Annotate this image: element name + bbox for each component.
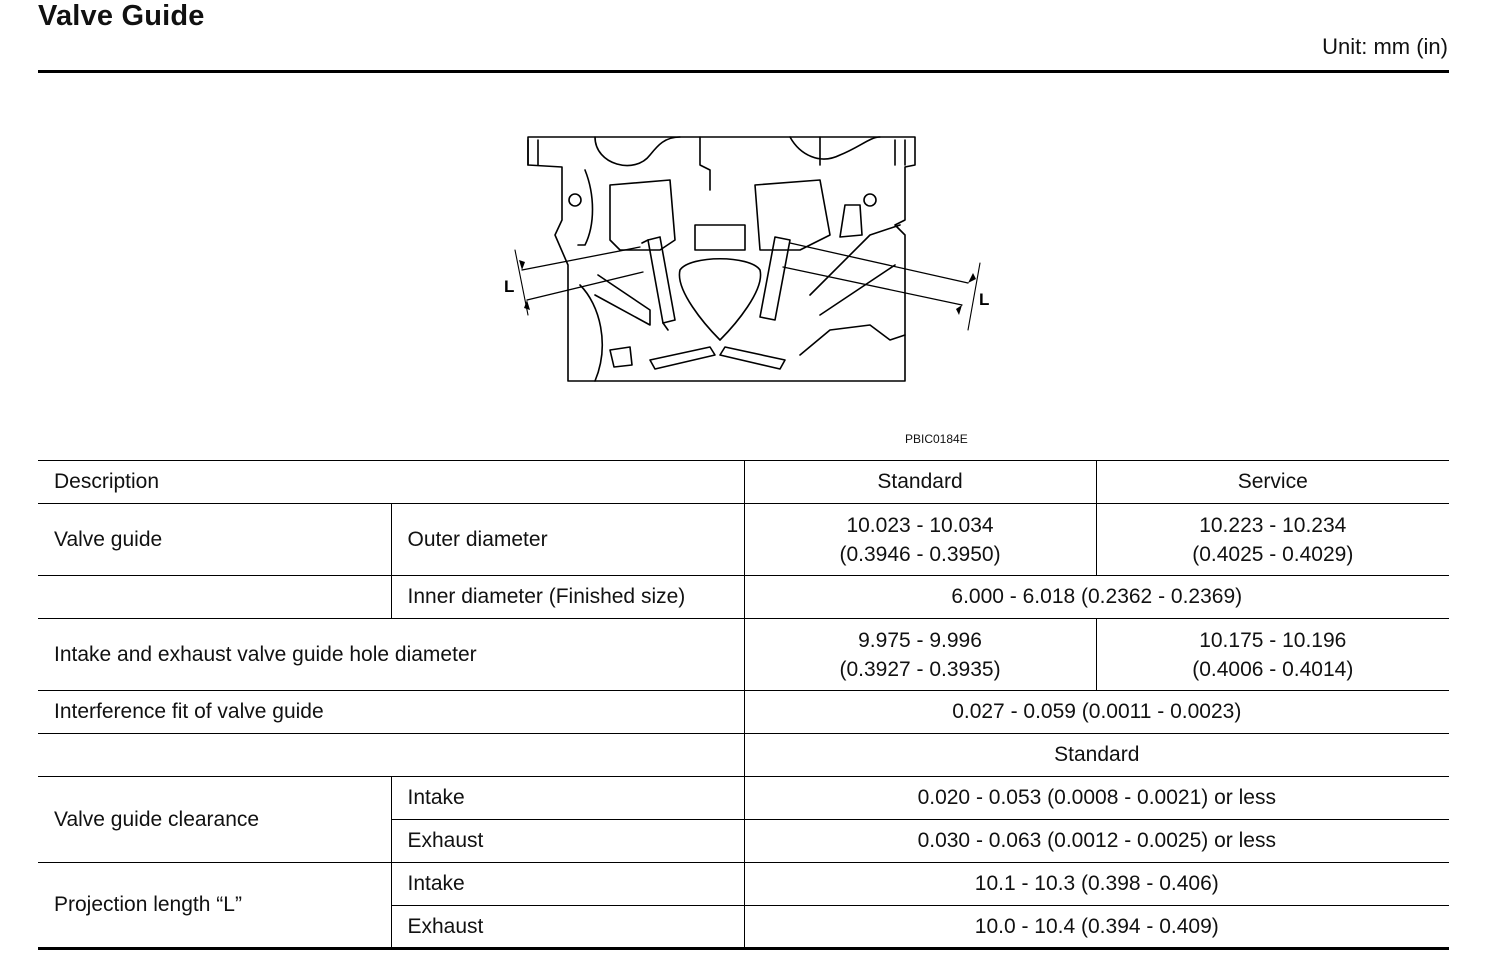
subheader-standard: Standard	[744, 734, 1449, 777]
table-subheader-row	[38, 734, 1449, 777]
cell-value: 6.000 - 6.018 (0.2362 - 0.2369)	[744, 576, 1449, 619]
row-sublabel-exhaust: Exhaust	[391, 906, 744, 949]
row-sublabel: Inner diameter (Finished size)	[391, 576, 744, 619]
cell-standard: 9.975 - 9.996 (0.3927 - 0.3935)	[744, 619, 1096, 691]
page-title: Valve Guide	[38, 0, 205, 32]
unit-label: Unit: mm (in)	[1322, 34, 1448, 59]
row-label: Interference fit of valve guide	[38, 691, 744, 734]
table-row	[38, 504, 1449, 576]
cell-value-intake: 0.020 - 0.053 (0.0008 - 0.0021) or less	[744, 777, 1449, 820]
row-label: Valve guide	[38, 504, 391, 576]
cell-value: 0.027 - 0.059 (0.0011 - 0.0023)	[744, 691, 1449, 734]
table-row	[38, 576, 1449, 619]
figure-code: PBIC0184E	[905, 432, 968, 446]
cell-value-exhaust: 0.030 - 0.063 (0.0012 - 0.0025) or less	[744, 820, 1449, 863]
row-label: Valve guide clearance	[38, 777, 391, 863]
row-label-empty	[38, 576, 391, 619]
figure-label-right: L	[979, 290, 990, 309]
row-label: Intake and exhaust valve guide hole diameter	[38, 619, 744, 691]
cell-value-exhaust: 10.0 - 10.4 (0.394 - 0.409)	[744, 906, 1449, 949]
cell-standard: 10.023 - 10.034 (0.3946 - 0.3950)	[744, 504, 1096, 576]
row-sublabel-intake: Intake	[391, 777, 744, 820]
table-row	[38, 777, 1449, 820]
subheader-empty	[38, 734, 744, 777]
row-sublabel: Outer diameter	[391, 504, 744, 576]
table-row	[38, 863, 1449, 906]
cell-value-intake: 10.1 - 10.3 (0.398 - 0.406)	[744, 863, 1449, 906]
header-standard: Standard	[744, 461, 1096, 504]
table-row	[38, 691, 1449, 734]
cell-service: 10.223 - 10.234 (0.4025 - 0.4029)	[1096, 504, 1449, 576]
table-row	[38, 619, 1449, 691]
figure-label-left: L	[504, 277, 515, 296]
title-divider	[38, 70, 1449, 73]
cell-service: 10.175 - 10.196 (0.4006 - 0.4014)	[1096, 619, 1449, 691]
valve-guide-spec-table	[38, 460, 1449, 950]
header-description: Description	[38, 461, 744, 504]
cylinder-head-valve-guide-illustration	[500, 125, 1020, 395]
header-service: Service	[1096, 461, 1449, 504]
row-sublabel-intake: Intake	[391, 863, 744, 906]
table-header-row	[38, 461, 1449, 504]
row-sublabel-exhaust: Exhaust	[391, 820, 744, 863]
row-label: Projection length “L”	[38, 863, 391, 949]
